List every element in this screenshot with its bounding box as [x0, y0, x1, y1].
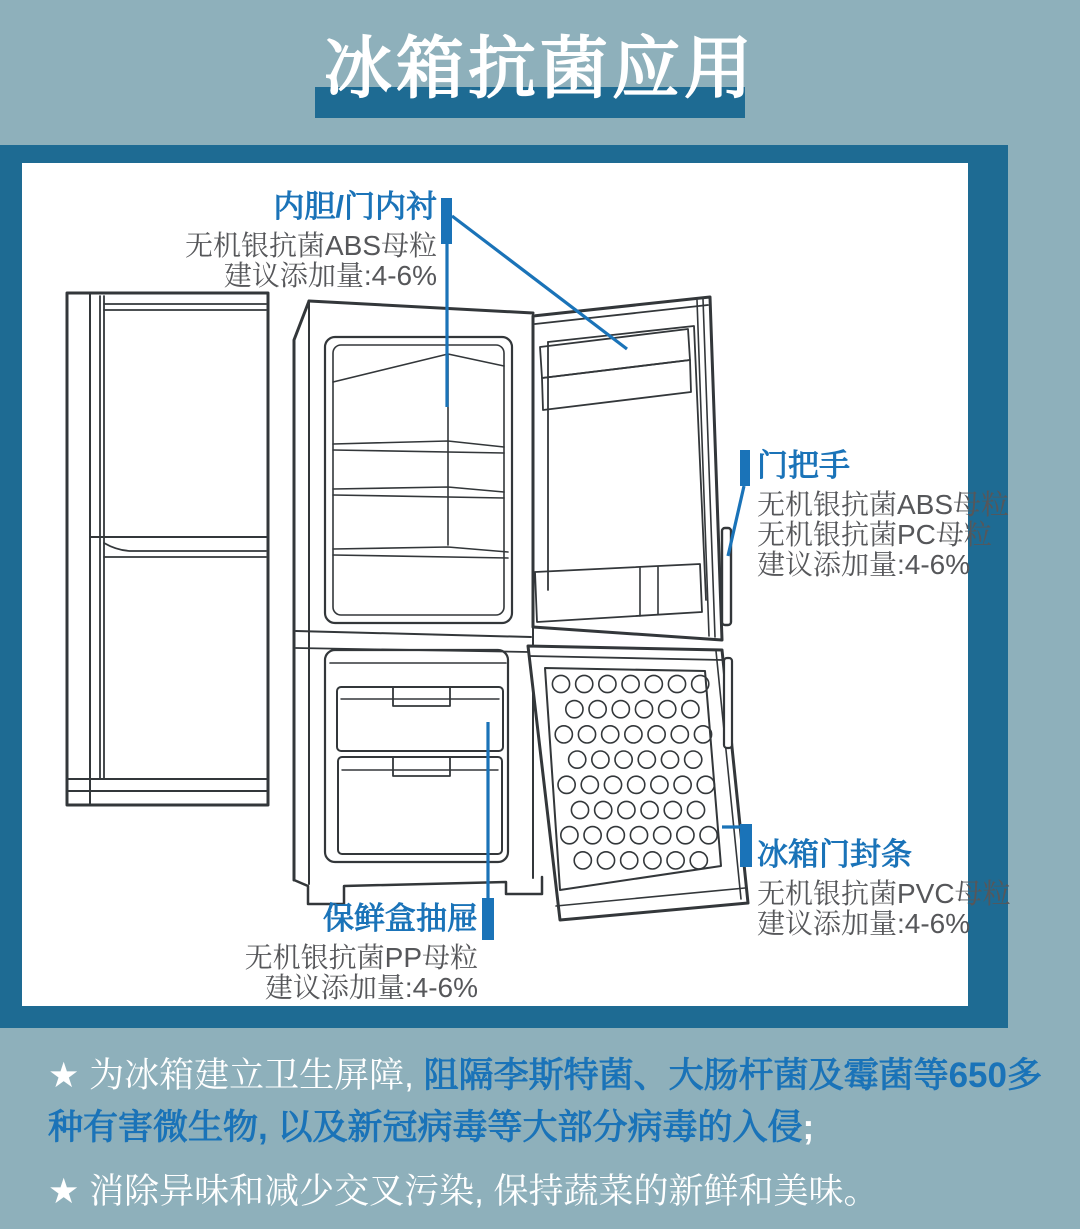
callout-bar-liner — [441, 198, 452, 244]
label-inner-liner-line: 无机银抗菌ABS母粒 — [184, 230, 437, 261]
label-crisper-drawer-heading: 保鲜盒抽屉 — [323, 901, 478, 936]
open-lower-door — [528, 646, 748, 920]
shelf-3 — [333, 547, 508, 552]
label-door-seal-line: 无机银抗菌PVC母粒 — [757, 878, 1011, 909]
label-door-handle — [757, 448, 1009, 580]
footnote-2-text: ★ 消除异味和减少交叉污染, 保持蔬菜的新鲜和美味。 — [48, 1172, 879, 1211]
footnote-1-highlight: 阻隔李斯特菌、大肠杆菌及霉菌等650多种有害微生物, 以及新冠病毒等大部分病毒的入侵 — [48, 1056, 1042, 1147]
label-crisper-drawer-line: 建议添加量:4-6% — [264, 972, 478, 1003]
label-inner-liner-line: 建议添加量:4-6% — [223, 260, 437, 291]
label-door-handle-line: 建议添加量:4-6% — [757, 549, 971, 580]
footnotes — [48, 1050, 1048, 1218]
fridge-inner-liner — [325, 337, 512, 623]
label-door-seal-line: 建议添加量:4-6% — [757, 908, 971, 939]
open-upper-door — [533, 297, 731, 640]
label-crisper-drawer — [245, 901, 478, 1003]
label-inner-liner-heading: 内胆/门内衬 — [273, 189, 437, 224]
freezer-door-handle — [724, 658, 732, 748]
footnote-1-intro: ★ 为冰箱建立卫生屏障, — [48, 1056, 424, 1095]
open-fridge-cabinet — [294, 301, 542, 904]
crisper-drawer-upper — [337, 687, 503, 751]
label-door-handle-heading: 门把手 — [757, 448, 850, 483]
page-title: 冰箱抗菌应用 — [323, 31, 756, 107]
label-door-handle-line: 无机银抗菌PC母粒 — [757, 519, 992, 550]
footnote-2 — [48, 1166, 1048, 1218]
callout-line-handle — [728, 486, 744, 556]
footnote-1-end: ; — [802, 1108, 815, 1147]
crisper-drawer-lower — [338, 757, 502, 854]
closed-fridge — [67, 293, 268, 805]
callout-bar-drawer — [482, 898, 494, 940]
label-door-handle-line: 无机银抗菌ABS母粒 — [757, 489, 1010, 520]
callout-bar-seal — [740, 824, 752, 867]
shelf-1 — [333, 441, 504, 447]
footnote-1 — [48, 1050, 1048, 1154]
shelf-2 — [333, 487, 504, 492]
label-inner-liner — [185, 189, 437, 291]
label-door-seal — [757, 837, 1011, 939]
label-door-seal-heading: 冰箱门封条 — [757, 837, 912, 872]
callout-bar-handle — [740, 450, 750, 486]
label-crisper-drawer-line: 无机银抗菌PP母粒 — [244, 942, 478, 973]
